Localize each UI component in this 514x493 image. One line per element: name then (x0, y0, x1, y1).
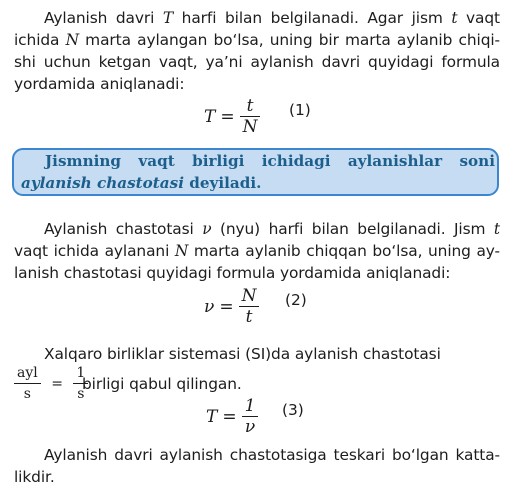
formula-number: (3) (282, 401, 304, 419)
paragraph-conclusion: Aylanish davri aylanish chastotasiga teskari bo‘lgan katta- likdir. (14, 446, 500, 486)
formula-period: T = $\frac{t}{N}$ (204, 96, 260, 137)
paragraph-period-intro: Aylanish davri T harfi bilan belgilanadi. Agar jism t vaqt ichida N marta aylangan bo‘lsa, uning bir marta aylanib chiqi- shi uchun ketgan vaqt, ya’ni aylanish davri quyidagi formula yordamida aniqlanadi: (14, 9, 500, 93)
definition-text: Jismning vaqt birligi ichidagi aylanishlar soni aylanish chastotasi deyiladi. (21, 152, 495, 192)
formula-number: (2) (285, 291, 307, 309)
formula-number: (1) (289, 101, 311, 119)
unit-expression: $\frac{\text{ayl}}{s}$ = $\frac{1}{s}$ (14, 363, 88, 404)
formula-frequency: ν = $\frac{N}{t}$ (204, 286, 259, 327)
fraction: $\frac{N}{t}$ (239, 286, 260, 327)
fraction: $\frac{1}{\nu}$ (242, 396, 259, 437)
paragraph-si-unit: Xalqaro birliklar sistemasi (SI)da aylanish chastotasi (44, 345, 441, 363)
paragraph-si-unit-cont: birligi qabul qilingan. (82, 375, 242, 393)
formula-period-frequency: T = $\frac{1}{\nu}$ (206, 396, 258, 437)
paragraph-frequency-intro: Aylanish chastotasi ν (nyu) harfi bilan belgilanadi. Jism t vaqt ichida aylanani N marta aylanib chiqqan bo‘lsa, uning ay- lanish chastotasi quyidagi formula yordamida aniqlanadi: (14, 220, 500, 282)
fraction: $\frac{t}{N}$ (240, 96, 261, 137)
